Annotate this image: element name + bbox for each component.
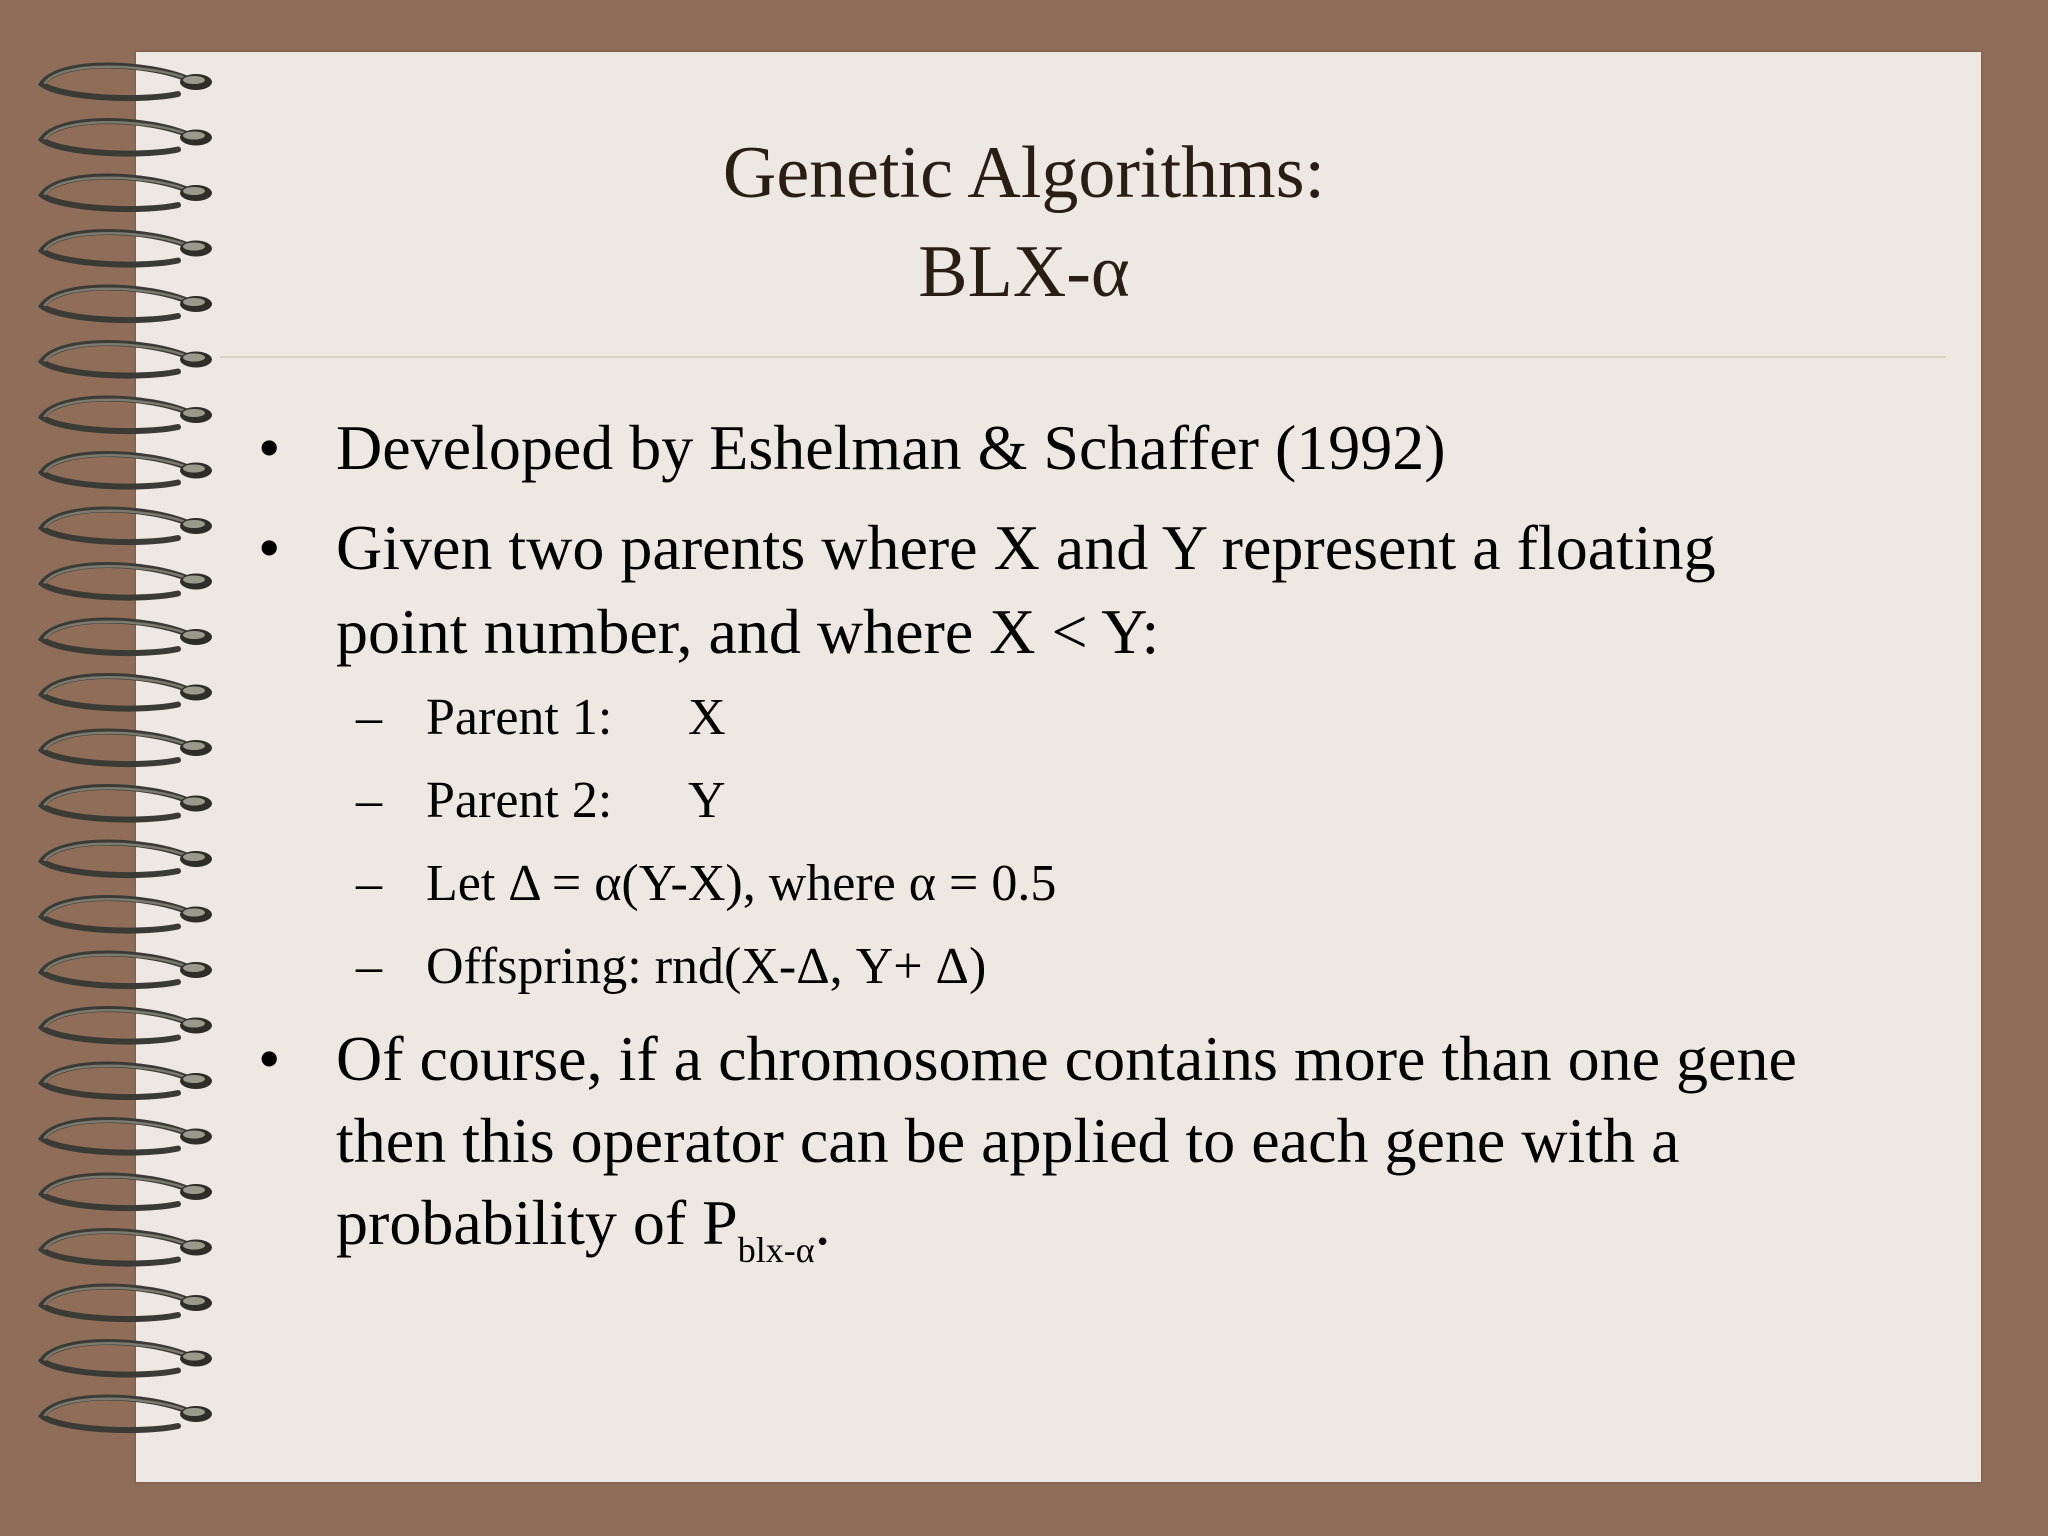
sub-item-offspring (426, 925, 986, 1009)
spiral-ring (42, 510, 212, 543)
bullet-1-line-1: Developed by Eshelman & Schaffer (1992) (336, 412, 1446, 483)
sub-item-dash-4: – (356, 938, 382, 995)
sub-item-value: Y (688, 772, 726, 829)
spiral-ring (42, 343, 212, 376)
bullet-2-line-1: Given two parents where X and Y represent a floating (336, 512, 1716, 583)
sub-item-label: Parent 2: (426, 772, 613, 829)
bullet-2-line-2: point number, and where X < Y: (336, 596, 1160, 667)
spiral-ring (42, 1120, 212, 1153)
spiral-ring (42, 1065, 212, 1098)
sub-item-parent-1 (426, 676, 726, 760)
spiral-ring (42, 843, 212, 876)
bullet-3-line-2: then this operator can be applied to each gene with a (336, 1105, 1680, 1176)
bullet-3-line-3-end: . (814, 1187, 831, 1258)
spiral-ring (42, 1176, 212, 1209)
bullet-3-line-3 (336, 1181, 831, 1270)
spiral-ring (42, 454, 212, 487)
bullet-3-line-1: Of course, if a chromosome contains more than one gene (336, 1023, 1797, 1094)
bullet-marker-2: • (258, 512, 281, 583)
sub-item-delta (426, 842, 1056, 926)
sub-item-label: Let Δ = α(Y-X), where α = 0.5 (426, 855, 1057, 912)
bullet-marker-1: • (258, 412, 281, 483)
sub-item-dash-3: – (356, 855, 382, 912)
slide-title-line-2: BLX-α (918, 231, 1130, 313)
spiral-ring (42, 787, 212, 820)
spiral-ring (42, 954, 212, 987)
spiral-ring (42, 399, 212, 432)
spiral-ring (42, 732, 212, 765)
spiral-ring (42, 621, 212, 654)
bullet-3-line-3-text: probability of P (336, 1187, 738, 1258)
spiral-ring (42, 676, 212, 709)
sub-item-label: Offspring: rnd(X-Δ, Y+ Δ) (426, 938, 987, 995)
spiral-ring (42, 1398, 212, 1431)
sub-item-parent-2 (426, 759, 726, 843)
spiral-ring (42, 66, 212, 99)
spiral-ring (42, 1287, 212, 1320)
spiral-ring (42, 1342, 212, 1375)
slide-title-line-1: Genetic Algorithms: (722, 132, 1326, 214)
title-divider (220, 356, 1946, 358)
sub-item-label: Parent 1: (426, 689, 613, 746)
probability-subscript: blx-α (737, 1230, 815, 1270)
sub-item-dash-1: – (356, 689, 382, 746)
sub-item-dash-2: – (356, 772, 382, 829)
spiral-ring (42, 898, 212, 931)
spiral-ring (42, 565, 212, 598)
bullet-marker-3: • (258, 1023, 281, 1094)
spiral-ring (42, 1009, 212, 1042)
sub-item-value: X (688, 689, 726, 746)
spiral-ring (42, 1231, 212, 1264)
